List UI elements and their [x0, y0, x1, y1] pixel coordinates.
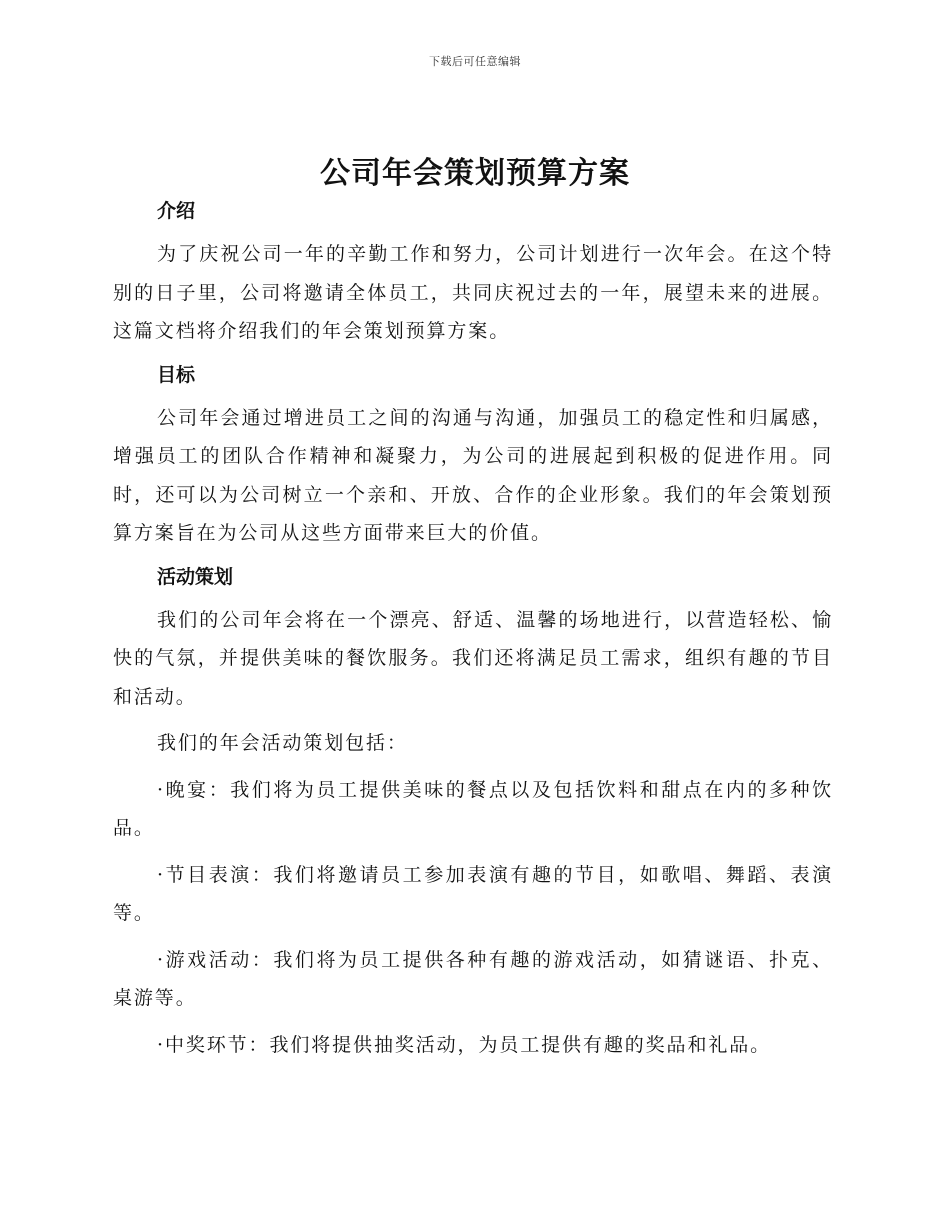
list-item-lottery: ·中奖环节：我们将提供抽奖活动，为员工提供有趣的奖品和礼品。 [157, 1033, 772, 1056]
document-body [113, 195, 833, 1064]
activity-paragraph: 我们的公司年会将在一个漂亮、舒适、温馨的场地进行，以营造轻松、愉快的气氛，并提供美味的餐饮服务。我们还将满足员工需求，组织有趣的节目和活动。 [113, 608, 833, 708]
intro-paragraph: 为了庆祝公司一年的辛勤工作和努力，公司计划进行一次年会。在这个特别的日子里，公司将邀请全体员工，共同庆祝过去的一年，展望未来的进展。这篇文档将介绍我们的年会策划预算方案。 [113, 243, 833, 342]
goals-paragraph: 公司年会通过增进员工之间的沟通与沟通，加强员工的稳定性和归属感，增强员工的团队合作精神和凝聚力，为公司的进展起到积极的促进作用。同时，还可以为公司树立一个亲和、开放、合作的企业形象。我们的年会策划预算方案旨在为公司从这些方面带来巨大的价值。 [113, 406, 833, 544]
section-heading-activity-planning: 活动策划 [157, 565, 234, 588]
list-item-banquet: ·晚宴：我们将为员工提供美味的餐点以及包括饮料和甜点在内的多种饮品。 [113, 778, 833, 839]
activity-list-intro: 我们的年会活动策划包括： [157, 732, 408, 754]
list-item-games: ·游戏活动：我们将为员工提供各种有趣的游戏活动，如猜谜语、扑克、桌游等。 [113, 948, 833, 1009]
document-title: 公司年会策划预算方案 [320, 156, 630, 191]
section-heading-intro: 介绍 [157, 200, 196, 222]
list-item-performances: ·节目表演：我们将邀请员工参加表演有趣的节目，如歌唱、舞蹈、表演等。 [113, 863, 833, 924]
page-header-note: 下载后可任意编辑 [429, 55, 521, 68]
section-heading-goals: 目标 [157, 363, 196, 386]
